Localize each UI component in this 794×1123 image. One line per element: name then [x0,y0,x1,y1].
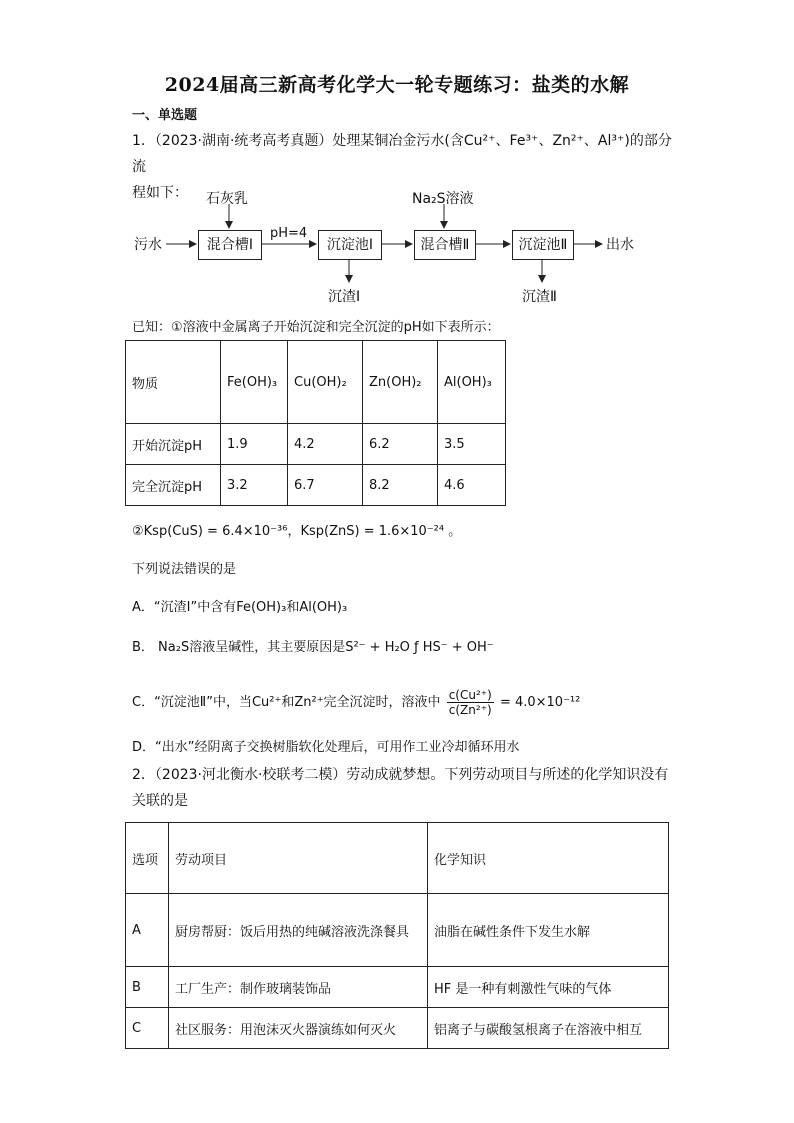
q1-option-d[interactable]: D．“出水”经阴离子交换树脂软化处理后，可用作工业冷却循环用水 [132,740,520,755]
fraction-denominator: c(Zn²⁺) [448,703,492,717]
table-cell: 厨房帮厨：饭后用热的纯碱溶液洗涤餐具 [169,894,428,967]
q1-ksp-condition: ②Ksp(CuS) = 6.4×10⁻³⁶，Ksp(ZnS) = 1.6×10⁻²⁴ 。 [132,524,462,539]
q1-option-c-fraction [447,688,494,717]
table-cell: 完全沉淀pH [126,465,221,506]
section-heading: 一、单选题 [132,108,198,123]
table-cell: A [126,894,169,967]
table-cell: 4.6 [438,465,506,506]
table-cell: HF 是一种有刺激性气味的气体 [428,967,669,1008]
q2-options-table [125,822,669,1049]
flow-box-mixing-tank-1: 混合槽Ⅰ [198,230,262,260]
table-cell: 1.9 [221,424,288,465]
q1-option-c-value: = 4.0×10⁻¹² [499,695,581,710]
table-header-cell: Cu(OH)₂ [288,341,363,424]
table-cell: 8.2 [363,465,438,506]
table-row [126,424,506,465]
flow-ph-label: pH=4 [270,226,308,241]
table-row [126,465,506,506]
table-cell: 3.2 [221,465,288,506]
fraction-numerator: c(Cu²⁺) [448,688,492,702]
flow-residue-1-label: 沉渣Ⅰ [328,289,361,305]
q1-known-condition: 已知：①溶液中金属离子开始沉淀和完全沉淀的pH如下表所示： [132,320,500,335]
q1-option-c-text: C．“沉淀池Ⅱ”中，当Cu²⁺和Zn²⁺完全沉淀时，溶液中 [132,695,441,710]
process-flow-diagram [132,186,672,310]
table-header-cell: Zn(OH)₂ [363,341,438,424]
table-row [126,341,506,424]
flow-inlet-label: 污水 [134,237,162,253]
q1-option-b[interactable]: B． Na₂S溶液呈碱性，其主要原因是S²⁻ + H₂O ƒ HS⁻ + OH⁻ [132,640,494,655]
flow-box-settling-tank-1: 沉淀池Ⅰ [318,230,382,260]
q1-question: 下列说法错误的是 [132,562,237,577]
table-header-cell: 选项 [126,823,169,894]
table-row [126,894,669,967]
flow-outlet-label: 出水 [606,237,634,253]
table-cell: 铝离子与碳酸氢根离子在溶液中相互 [428,1008,669,1049]
table-cell: 4.2 [288,424,363,465]
table-cell: C [126,1008,169,1049]
table-cell: B [126,967,169,1008]
table-cell: 6.7 [288,465,363,506]
table-row [126,1008,669,1049]
flow-box-mixing-tank-2: 混合槽Ⅱ [414,230,476,260]
flow-box-settling-tank-2: 沉淀池Ⅱ [512,230,574,260]
page-title: 2024届高三新高考化学大一轮专题练习：盐类的水解 [164,74,630,96]
q1-stem-line-1: 1．（2023·湖南·统考高考真题）处理某铜冶金污水(含Cu²⁺、Fe³⁺、Zn²⁺、Al³⁺)的部分流 [132,133,672,175]
table-cell: 开始沉淀pH [126,424,221,465]
q2-stem-line-1: 2．（2023·河北衡水·校联考二模）劳动成就梦想。下列劳动项目与所述的化学知识没有 [132,767,669,783]
flow-reagent-2-label: Na₂S溶液 [412,191,474,207]
table-header-cell: Al(OH)₃ [438,341,506,424]
table-row [126,823,669,894]
table-cell: 6.2 [363,424,438,465]
table-header-cell: Fe(OH)₃ [221,341,288,424]
table-row [126,967,669,1008]
q1-stem-line-2: 程如下： [132,185,188,201]
table-cell: 工厂生产：制作玻璃装饰品 [169,967,428,1008]
table-cell: 3.5 [438,424,506,465]
table-cell: 社区服务：用泡沫灭火器演练如何灭火 [169,1008,428,1049]
flow-residue-2-label: 沉渣Ⅱ [522,289,557,305]
q1-option-c[interactable] [132,688,580,717]
q1-option-a[interactable]: A．“沉渣Ⅰ”中含有Fe(OH)₃和Al(OH)₃ [132,600,348,615]
q2-stem-line-2: 关联的是 [132,793,188,809]
table-cell: 油脂在碱性条件下发生水解 [428,894,669,967]
table-header-cell: 劳动项目 [169,823,428,894]
table-header-cell: 化学知识 [428,823,669,894]
question-2-stem [132,762,672,814]
q1-ph-table [125,340,506,506]
flow-reagent-1-label: 石灰乳 [206,191,248,207]
table-header-cell: 物质 [126,341,221,424]
